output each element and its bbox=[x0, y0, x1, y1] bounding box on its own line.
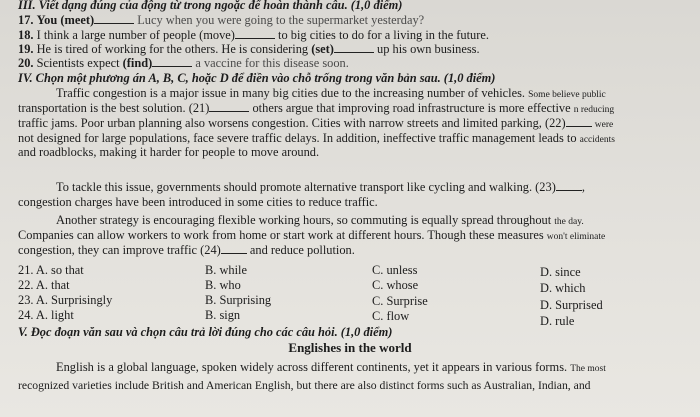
blank-23[interactable] bbox=[556, 180, 582, 191]
blank-24-label: (24) bbox=[200, 243, 221, 257]
q17-answer-blank[interactable] bbox=[94, 13, 134, 24]
s5-text-3: recognized varieties include British and American English, but there are also distinct forms such as Australian, Indian, and bbox=[18, 379, 591, 392]
q17-text-start: You bbox=[36, 13, 58, 27]
q20-verb: (find) bbox=[122, 56, 153, 70]
p2-line-2 bbox=[18, 195, 378, 210]
option-23-d[interactable]: D. Surprised bbox=[540, 298, 603, 312]
p1-text-3: transportation is the best solution. bbox=[18, 101, 186, 115]
p3-text-3: Companies can allow workers to work from home or start work at different hours. Though these measures bbox=[18, 228, 544, 242]
q17-number: 17. bbox=[18, 13, 34, 27]
q17-text-end: Lucy when you were going to the supermarket yesterday? bbox=[137, 13, 425, 27]
blank-21-label: (21) bbox=[188, 101, 210, 115]
q17-verb: (meet) bbox=[60, 13, 95, 27]
blank-22-label: (22) bbox=[544, 116, 566, 130]
s5-text-2: The most bbox=[570, 364, 606, 374]
p3-line-3 bbox=[18, 243, 355, 258]
q19-number: 19. bbox=[18, 42, 34, 56]
p3-text-1: Another strategy is encouraging flexible working hours, so commuting is equally spread throughout bbox=[56, 213, 552, 227]
p2-line-1 bbox=[56, 180, 585, 195]
option-24-a[interactable]: 24. A. light bbox=[18, 308, 74, 322]
p1-line-5 bbox=[18, 145, 319, 160]
option-22-a[interactable]: 22. A. that bbox=[18, 278, 70, 292]
option-21-b[interactable]: B. while bbox=[205, 263, 247, 277]
blank-22[interactable] bbox=[566, 116, 592, 127]
q19-verb: (set) bbox=[311, 42, 334, 56]
s5-line-1 bbox=[56, 360, 606, 377]
p1-text-2: Some believe public bbox=[528, 90, 606, 100]
p3-text-4: won't eliminate bbox=[546, 232, 606, 242]
question-20 bbox=[18, 56, 349, 71]
s5-line-2 bbox=[18, 378, 591, 393]
p1-text-7: were bbox=[594, 120, 614, 130]
blank-23-label: (23) bbox=[535, 180, 556, 194]
p1-text-6: traffic jams. Poor urban planning also worsens congestion. Cities with narrow streets and limited parking, bbox=[18, 116, 542, 130]
q18-verb: (move) bbox=[199, 28, 235, 42]
option-22-b[interactable]: B. who bbox=[205, 278, 241, 292]
q18-number: 18. bbox=[18, 28, 34, 42]
option-24-d[interactable]: D. rule bbox=[540, 314, 575, 328]
option-23-a[interactable]: 23. A. Surprisingly bbox=[18, 293, 113, 307]
q20-text-end: a vaccine for this disease soon. bbox=[195, 56, 349, 70]
option-23-c[interactable]: C. Surprise bbox=[372, 294, 428, 308]
blank-24[interactable] bbox=[221, 243, 247, 254]
option-22-d[interactable]: D. which bbox=[540, 281, 586, 295]
p3-text-6: and reduce pollution. bbox=[249, 243, 355, 257]
section-5-heading: V. Đọc đoạn văn sau và chọn câu trả lời đúng cho các câu hỏi. (1,0 điểm) bbox=[18, 325, 393, 339]
p1-text-8: not designed for large populations, face severe traffic delays. In addition, ineffective traffic management leads to bbox=[18, 131, 577, 145]
option-24-b[interactable]: B. sign bbox=[205, 308, 241, 322]
p2-text-1: To tackle this issue, governments should promote alternative transport like cycling and walking. bbox=[56, 180, 533, 194]
blank-21[interactable] bbox=[209, 101, 249, 112]
q19-answer-blank[interactable] bbox=[334, 42, 374, 53]
p1-text-5: n reducing bbox=[573, 105, 615, 115]
question-19 bbox=[18, 42, 480, 57]
option-22-c[interactable]: C. whose bbox=[372, 278, 419, 292]
p1-text-4: others argue that improving road infrastructure is more effective bbox=[252, 101, 571, 115]
s5-text-1: English is a global language, spoken widely across different continents, yet it appears in various forms. bbox=[56, 360, 568, 374]
option-21-c[interactable]: C. unless bbox=[372, 263, 418, 277]
p1-text-9: accidents bbox=[579, 135, 615, 145]
q19-text-end: up his own business. bbox=[377, 42, 480, 56]
section-3-heading: III. Viết dạng đúng của động từ trong ngoặc để hoàn thành câu. (1,0 điểm) bbox=[18, 0, 403, 12]
p1-text-10: and roadblocks, making it harder for people to move around. bbox=[18, 145, 320, 159]
option-21-a[interactable]: 21. A. so that bbox=[18, 263, 84, 277]
q19-text-start: He is tired of working for the others. He is considering bbox=[36, 42, 309, 56]
passage-title: Englishes in the world bbox=[288, 340, 412, 355]
q20-answer-blank[interactable] bbox=[152, 56, 192, 67]
option-24-c[interactable]: C. flow bbox=[372, 309, 410, 323]
q18-text-end: to big cities to do for a living in the future. bbox=[278, 28, 489, 42]
q18-answer-blank[interactable] bbox=[235, 28, 275, 39]
q18-text-start: I think a large number of people bbox=[36, 28, 197, 42]
q20-number: 20. bbox=[18, 56, 34, 70]
p3-text-2: the day. bbox=[554, 217, 584, 227]
option-21-d[interactable]: D. since bbox=[540, 265, 581, 279]
p2-comma: , bbox=[581, 180, 585, 194]
section-4-heading: IV. Chọn một phương án A, B, C, hoặc D để điền vào chỗ trống trong văn bản sau. (1,0 điểm) bbox=[18, 71, 496, 85]
p1-text-1: Traffic congestion is a major issue in many big cities due to the increasing number of vehicles. bbox=[56, 86, 526, 100]
p2-text-2: congestion charges have been introduced in some cities to reduce traffic. bbox=[18, 195, 378, 209]
q20-text-start: Scientists expect bbox=[36, 56, 120, 70]
p3-text-5: congestion, they can improve traffic bbox=[18, 243, 198, 257]
question-18 bbox=[18, 28, 489, 43]
option-23-b[interactable]: B. Surprising bbox=[205, 293, 272, 307]
question-17 bbox=[18, 13, 424, 28]
